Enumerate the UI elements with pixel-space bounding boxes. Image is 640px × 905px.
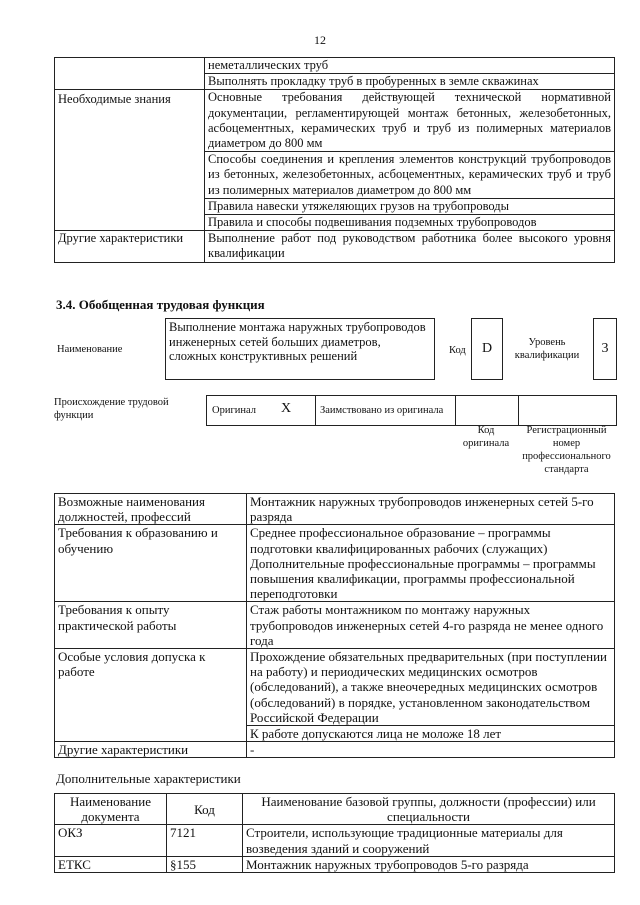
table-cell: Монтажник наружных трубопроводов инженерных сетей 5-го разряда bbox=[247, 494, 615, 525]
table-cell: Способы соединения и крепления элементов конструкций трубопроводов из бетонных, железобетонных, асбоцементных, керамических труб и труб из полимерных материалов диаметром до 800 мм bbox=[205, 152, 615, 199]
table-cell: К работе допускаются лица не моложе 18 лет bbox=[247, 726, 615, 742]
table-cell: неметаллических труб bbox=[205, 58, 615, 74]
table-row bbox=[55, 742, 615, 758]
table-cell: §155 bbox=[167, 856, 243, 872]
row-label: Необходимые знания bbox=[55, 90, 205, 231]
row-label: Другие характеристики bbox=[55, 742, 247, 758]
extra-table bbox=[54, 793, 615, 873]
row-label: Требования к образованию и обучению bbox=[55, 525, 247, 602]
code-original-caption: Код оригинала bbox=[462, 425, 510, 449]
divider bbox=[315, 396, 316, 425]
row-label: Особые условия допуска к работе bbox=[55, 649, 247, 742]
table-cell: Среднее профессиональное образование – программы подготовки квалифицированных рабочих (служащих) Дополнительные профессиональные программы – программы повышения квалификации, программы профессиональной переподготовки bbox=[247, 525, 615, 602]
table-cell: 7121 bbox=[167, 825, 243, 856]
table-row bbox=[55, 494, 615, 525]
function-name: Выполнение монтажа наружных трубопроводов инженерных сетей больших диаметров, сложных конструктивных решений bbox=[165, 318, 435, 380]
table-cell: Выполнение работ под руководством работника более высокого уровня квалификации bbox=[205, 231, 615, 262]
table-row bbox=[55, 602, 615, 649]
original-mark: X bbox=[281, 401, 292, 416]
table-row bbox=[55, 525, 615, 602]
table-row bbox=[55, 649, 615, 726]
row-label: Требования к опыту практической работы bbox=[55, 602, 247, 649]
divider bbox=[518, 396, 519, 425]
extra-title: Дополнительные характеристики bbox=[56, 771, 241, 786]
table-row bbox=[55, 825, 615, 856]
table-row bbox=[55, 231, 615, 262]
table-cell: Правила и способы подвешивания подземных трубопроводов bbox=[205, 215, 615, 231]
original-label: Оригинал bbox=[212, 405, 256, 416]
column-header: Наименование базовой группы, должности (профессии) или специальности bbox=[243, 794, 615, 825]
name-label: Наименование bbox=[57, 344, 123, 355]
table-cell: Правила навески утяжеляющих грузов на трубопроводы bbox=[205, 198, 615, 214]
row-label: Возможные наименования должностей, профессий bbox=[55, 494, 247, 525]
reg-number-caption: Регистрационный номер профессионального стандарта bbox=[522, 425, 611, 475]
table-cell: Прохождение обязательных предварительных (при поступлении на работу) и периодических медицинских осмотров (обследований), а также внеочередных медицинских осмотров (обследований) в порядке, установленном законодательством Российской Федерации bbox=[247, 649, 615, 726]
main-table bbox=[54, 493, 615, 758]
table-cell: - bbox=[247, 742, 615, 758]
table-cell: Строители, использующие традиционные материалы для возведения зданий и сооружений bbox=[243, 825, 615, 856]
table-row bbox=[55, 58, 615, 74]
column-header: Наименование документа bbox=[55, 794, 167, 825]
page-number: 12 bbox=[314, 33, 326, 47]
borrowed-label: Заимствовано из оригинала bbox=[320, 405, 444, 416]
level-label: Уровень квалификации bbox=[514, 337, 580, 361]
code-value: D bbox=[471, 318, 503, 380]
table-cell: Выполнять прокладку труб в пробуренных в земле скважинах bbox=[205, 74, 615, 90]
code-label: Код bbox=[449, 345, 466, 356]
table-row bbox=[55, 856, 615, 872]
top-table bbox=[54, 57, 615, 263]
table-cell: ОКЗ bbox=[55, 825, 167, 856]
table-cell: Стаж работы монтажником по монтажу наружных трубопроводов инженерных сетей 4-го разряда не менее одного года bbox=[247, 602, 615, 649]
origin-label: Происхождение трудовой функции bbox=[54, 397, 169, 421]
table-row bbox=[55, 90, 615, 152]
row-label bbox=[55, 58, 205, 90]
table-cell: ЕТКС bbox=[55, 856, 167, 872]
section-heading: 3.4. Обобщенная трудовая функция bbox=[56, 297, 265, 312]
level-value: 3 bbox=[593, 318, 617, 380]
table-cell: Основные требования действующей технической нормативной документации, регламентирующей монтаж бетонных, железобетонных, асбоцементных, керамических труб и труб из полимерных материалов диаметром до 800 мм bbox=[205, 90, 615, 152]
origin-box bbox=[206, 395, 617, 426]
divider bbox=[455, 396, 456, 425]
table-header-row bbox=[55, 794, 615, 825]
row-label: Другие характеристики bbox=[55, 231, 205, 262]
column-header: Код bbox=[167, 794, 243, 825]
table-cell: Монтажник наружных трубопроводов 5-го разряда bbox=[243, 856, 615, 872]
